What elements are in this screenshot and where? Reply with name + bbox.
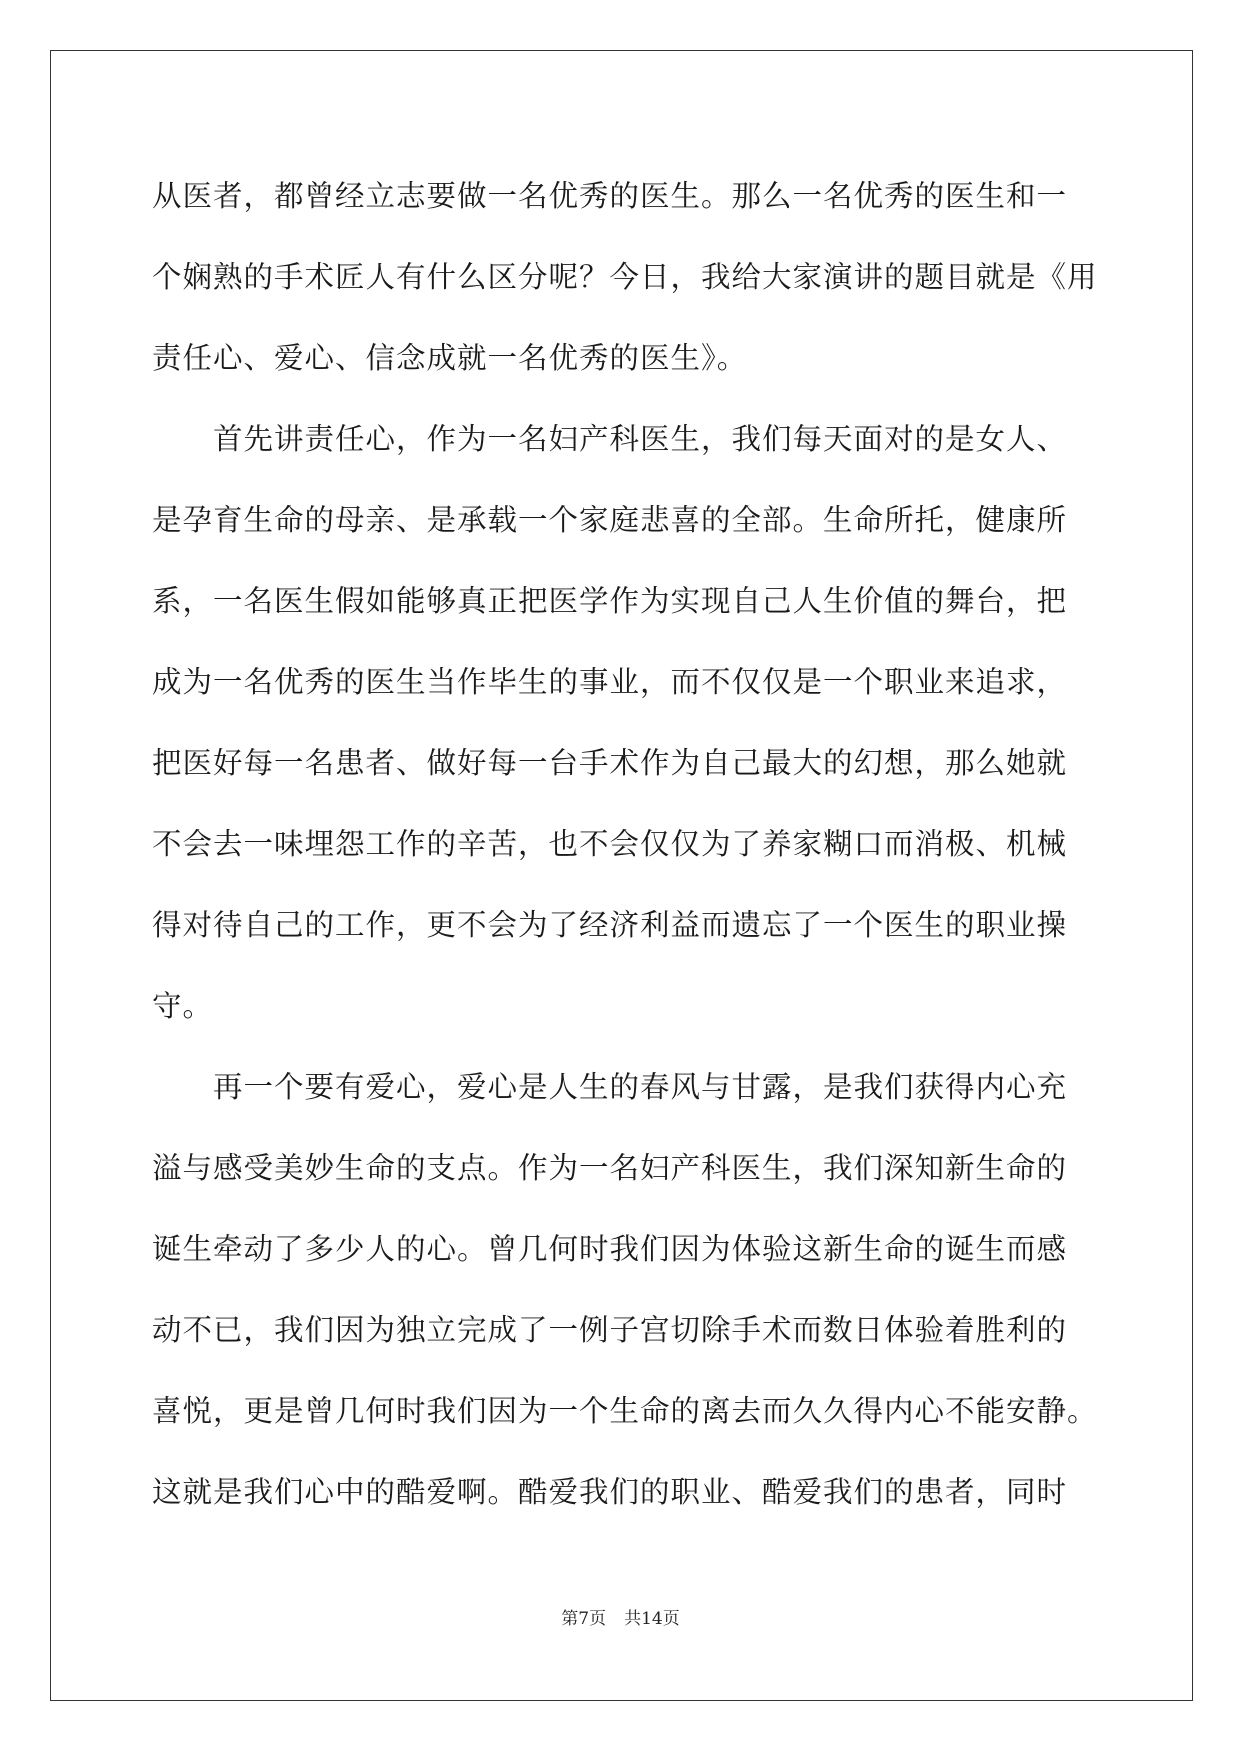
text-line: 个娴熟的手术匠人有什么区分呢？今日，我给大家演讲的题目就是《用: [152, 260, 1098, 294]
text-line: 守。: [152, 989, 214, 1023]
text-line: 从医者，都曾经立志要做一名优秀的医生。那么一名优秀的医生和一: [152, 179, 1068, 213]
text-line: 动不已，我们因为独立完成了一例子宫切除手术而数日体验着胜利的: [152, 1313, 1068, 1347]
page-number: 第7页: [561, 1609, 607, 1629]
text-line: 再一个要有爱心，爱心是人生的春风与甘露，是我们获得内心充: [213, 1070, 1068, 1104]
text-line: 得对待自己的工作，更不会为了经济利益而遗忘了一个医生的职业操: [152, 908, 1068, 942]
text-line: 溢与感受美妙生命的支点。作为一名妇产科医生，我们深知新生命的: [152, 1151, 1068, 1185]
text-line: 诞生牵动了多少人的心。曾几何时我们因为体验这新生命的诞生而感: [152, 1232, 1068, 1266]
text-line: 系，一名医生假如能够真正把医学作为实现自己人生价值的舞台，把: [152, 584, 1068, 618]
document-body: [152, 156, 1098, 1533]
text-line: 是孕育生命的母亲、是承载一个家庭悲喜的全部。生命所托，健康所: [152, 503, 1068, 537]
text-line: 喜悦，更是曾几何时我们因为一个生命的离去而久久得内心不能安静。: [152, 1394, 1098, 1428]
page-footer: [0, 1604, 1241, 1629]
text-line: 不会去一味埋怨工作的辛苦，也不会仅仅为了养家糊口而消极、机械: [152, 827, 1068, 861]
text-line: 把医好每一名患者、做好每一台手术作为自己最大的幻想，那么她就: [152, 746, 1068, 780]
text-line: 首先讲责任心，作为一名妇产科医生，我们每天面对的是女人、: [213, 422, 1068, 456]
text-line: 责任心、爱心、信念成就一名优秀的医生》。: [152, 341, 748, 375]
page-total: 共14页: [624, 1609, 680, 1629]
text-line: 成为一名优秀的医生当作毕生的事业，而不仅仅是一个职业来追求，: [152, 665, 1068, 699]
text-line: 这就是我们心中的酷爱啊。酷爱我们的职业、酷爱我们的患者，同时: [152, 1475, 1068, 1509]
